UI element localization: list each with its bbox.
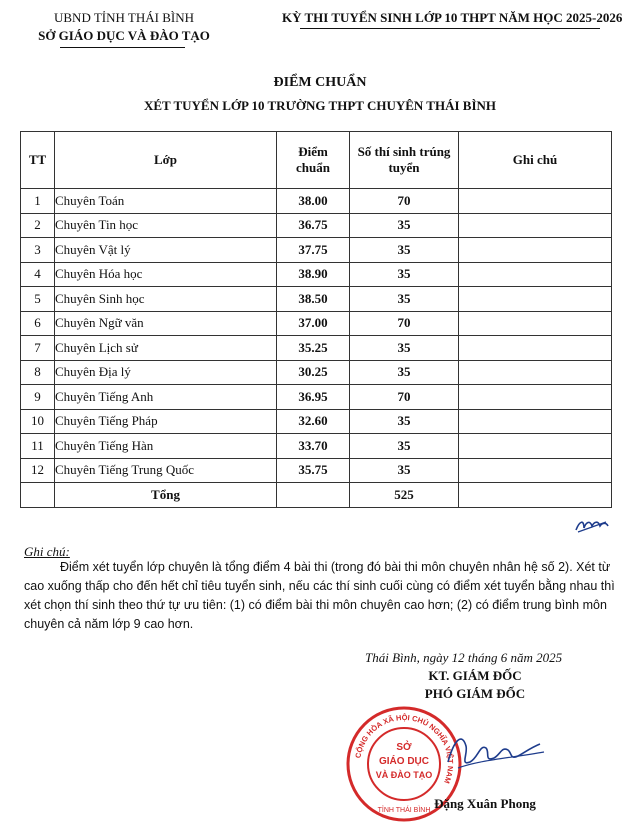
stamp-ring-text: CỘNG HÒA XÃ HỘI CHỦ NGHĨA VIỆT NAM <box>353 712 456 785</box>
cell-so: 70 <box>350 189 459 214</box>
cell-tt: 10 <box>21 409 55 434</box>
signature-role2: PHÓ GIÁM ĐỐC <box>424 686 526 701</box>
cell-tt: 9 <box>21 385 55 410</box>
cell-diem: 30.25 <box>277 360 350 385</box>
table-row <box>21 238 612 263</box>
cell-tt: 11 <box>21 434 55 459</box>
cell-tt: 4 <box>21 262 55 287</box>
cell-so: 35 <box>350 409 459 434</box>
cell-so: 35 <box>350 458 459 483</box>
cell-lop: Chuyên Toán <box>55 189 277 214</box>
cell-so: 35 <box>350 336 459 361</box>
cell-tt: 12 <box>21 458 55 483</box>
cell-lop: Chuyên Tiếng Trung Quốc <box>55 458 277 483</box>
cell-so: 70 <box>350 311 459 336</box>
cell-ghi-chu <box>459 458 612 483</box>
total-value: 525 <box>350 483 459 508</box>
page-title: ĐIỂM CHUẨN <box>273 75 367 90</box>
exam-title-underline <box>300 28 600 29</box>
cell-diem: 35.25 <box>277 336 350 361</box>
cell-ghi-chu <box>459 189 612 214</box>
cell-total-ghi-chu <box>459 483 612 508</box>
total-row <box>21 483 612 508</box>
cell-so: 35 <box>350 262 459 287</box>
stamp-center-line2: GIÁO DỤC <box>379 756 429 767</box>
header-diem-chuan-line1: Điểm <box>298 144 328 159</box>
table-row <box>21 311 612 336</box>
table-row <box>21 287 612 312</box>
issuer-department: SỞ GIÁO DỤC VÀ ĐÀO TẠO <box>38 28 210 43</box>
cell-diem: 35.75 <box>277 458 350 483</box>
header-so-thi-sinh <box>350 132 459 189</box>
cell-lop: Chuyên Ngữ văn <box>55 311 277 336</box>
exam-title: KỲ THI TUYỂN SINH LỚP 10 THPT NĂM HỌC 2025-2026 <box>282 10 623 25</box>
cell-diem: 37.00 <box>277 311 350 336</box>
cell-diem: 36.75 <box>277 213 350 238</box>
cell-diem: 36.95 <box>277 385 350 410</box>
cell-lop: Chuyên Tiếng Pháp <box>55 409 277 434</box>
cell-ghi-chu <box>459 213 612 238</box>
cell-lop: Chuyên Tiếng Hàn <box>55 434 277 459</box>
header-lop: Lớp <box>55 132 277 189</box>
cell-tt: 3 <box>21 238 55 263</box>
initials-mark <box>572 514 612 536</box>
cell-lop: Chuyên Hóa học <box>55 262 277 287</box>
issuer-underline <box>60 47 185 48</box>
cell-tt: 1 <box>21 189 55 214</box>
place-date: Thái Bình, ngày 12 tháng 6 năm 2025 <box>365 650 563 665</box>
notes-title: Ghi chú: <box>24 544 70 559</box>
page-subtitle: XÉT TUYỂN LỚP 10 TRƯỜNG THPT CHUYÊN THÁI BÌNH <box>143 98 497 113</box>
table-row <box>21 336 612 361</box>
notes-body: Điểm xét tuyển lớp chuyên là tổng điểm 4 bài thi (trong đó bài thi môn chuyên nhân hệ số 2). Xét từ cao xuống thấp cho đến hết chỉ tiêu tuyển sinh, nếu các thí sinh cuối cùng có điểm xét tuyển bằng nhau thì xét chọn thí sinh theo thứ tự ưu tiên: (1) có điểm bài thi môn chuyên cao hơn; (2) có điểm trung bình môn chuyên cả năm lớp 9 cao hơn. <box>24 560 615 631</box>
cell-diem: 38.50 <box>277 287 350 312</box>
total-label: Tổng <box>55 483 277 508</box>
cell-ghi-chu <box>459 262 612 287</box>
cell-tt: 2 <box>21 213 55 238</box>
cell-ghi-chu <box>459 238 612 263</box>
cell-ghi-chu <box>459 409 612 434</box>
cell-ghi-chu <box>459 287 612 312</box>
signature-role1: KT. GIÁM ĐỐC <box>428 668 522 683</box>
stamp-bottom-text: TỈNH THÁI BÌNH <box>377 807 431 814</box>
cell-diem: 37.75 <box>277 238 350 263</box>
cell-lop: Chuyên Lịch sử <box>55 336 277 361</box>
cell-so: 35 <box>350 238 459 263</box>
cell-ghi-chu <box>459 360 612 385</box>
cell-diem: 32.60 <box>277 409 350 434</box>
cell-tt: 7 <box>21 336 55 361</box>
cell-so: 35 <box>350 360 459 385</box>
cell-lop: Chuyên Tin học <box>55 213 277 238</box>
stamp-center-line3: VÀ ĐÀO TẠO <box>375 770 433 780</box>
signer-name: Đặng Xuân Phong <box>434 796 536 811</box>
cell-ghi-chu <box>459 434 612 459</box>
header-so-thi-sinh-line2: tuyển <box>388 160 420 175</box>
cell-ghi-chu <box>459 385 612 410</box>
cell-so: 35 <box>350 213 459 238</box>
handwritten-signature <box>440 722 550 782</box>
cell-total-diem <box>277 483 350 508</box>
table-row <box>21 385 612 410</box>
header-tt: TT <box>21 132 55 189</box>
table-header-row <box>21 132 612 189</box>
table-row <box>21 213 612 238</box>
cell-total-tt <box>21 483 55 508</box>
cell-diem: 38.00 <box>277 189 350 214</box>
header-so-thi-sinh-line1: Số thí sinh trúng <box>357 144 451 159</box>
cell-ghi-chu <box>459 336 612 361</box>
issuer-parent: UBND TỈNH THÁI BÌNH <box>54 10 194 25</box>
table-row <box>21 458 612 483</box>
cell-diem: 38.90 <box>277 262 350 287</box>
cell-lop: Chuyên Tiếng Anh <box>55 385 277 410</box>
score-table <box>20 131 612 508</box>
cell-so: 70 <box>350 385 459 410</box>
table-row <box>21 409 612 434</box>
table-row <box>21 360 612 385</box>
cell-so: 35 <box>350 287 459 312</box>
cell-so: 35 <box>350 434 459 459</box>
cell-lop: Chuyên Địa lý <box>55 360 277 385</box>
cell-diem: 33.70 <box>277 434 350 459</box>
cell-lop: Chuyên Vật lý <box>55 238 277 263</box>
cell-tt: 6 <box>21 311 55 336</box>
cell-tt: 5 <box>21 287 55 312</box>
header-diem-chuan-line2: chuẩn <box>296 160 330 175</box>
stamp-center-line1: SỞ <box>396 742 412 753</box>
header-diem-chuan <box>277 132 350 189</box>
cell-lop: Chuyên Sinh học <box>55 287 277 312</box>
header-ghi-chu: Ghi chú <box>459 132 612 189</box>
table-row <box>21 262 612 287</box>
table-row <box>21 189 612 214</box>
table-row <box>21 434 612 459</box>
cell-tt: 8 <box>21 360 55 385</box>
cell-ghi-chu <box>459 311 612 336</box>
